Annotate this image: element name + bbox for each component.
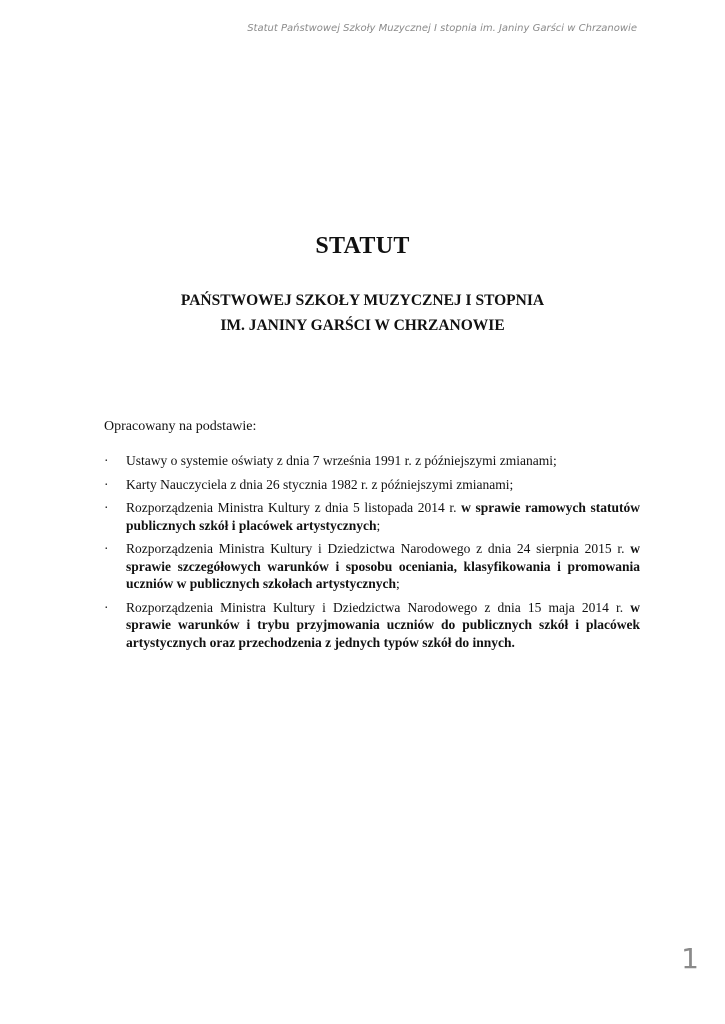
list-item-tail: ; <box>376 517 381 533</box>
bullet-icon: · <box>104 476 109 492</box>
list-item <box>104 452 640 470</box>
list-item-text: Rozporządzenia Ministra Kultury i Dziedzictwa Narodowego z dnia 24 sierpnia 2015 r. <box>126 541 631 556</box>
list-item <box>104 599 640 652</box>
list-item-tail: ; <box>396 576 400 591</box>
bullet-icon: · <box>104 453 109 468</box>
list-item-text: Rozporządzenia Ministra Kultury z dnia 5 listopada 2014 r. <box>126 500 462 515</box>
bullet-icon: · <box>104 541 109 556</box>
legal-basis-list <box>104 452 640 657</box>
subtitle-line-2: IM. JANINY GARŚCI W CHRZANOWIE <box>220 317 505 334</box>
document-title: STATUT <box>315 233 410 259</box>
list-item-text: Karty Nauczyciela z dnia 26 stycznia 1982 r. z późniejszymi zmianami; <box>126 476 514 492</box>
list-item-text: Ustawy o systemie oświaty z dnia 7 września 1991 r. z późniejszymi zmianami; <box>126 453 557 468</box>
page-number: 1 <box>681 942 699 975</box>
document-subtitle <box>0 288 725 338</box>
subtitle-line-1: PAŃSTWOWEJ SZKOŁY MUZYCZNEJ I STOPNIA <box>180 292 545 309</box>
list-item <box>104 476 640 494</box>
list-item <box>104 540 640 593</box>
bullet-icon: · <box>104 500 109 515</box>
list-item-bold-text: w sprawie ramowych statutów publicznych szkół i placówek artystycznych <box>126 500 641 533</box>
list-item-bold-text: w sprawie warunków i trybu przyjmowania uczniów do publicznych szkół i placówek artystycznych oraz przechodzenia z jednych typów szkół do innych. <box>126 599 640 650</box>
running-header: Statut Państwowej Szkoły Muzycznej I stopnia im. Janiny Garści w Chrzanowie <box>247 23 637 34</box>
bullet-icon: · <box>104 599 109 615</box>
list-item <box>104 499 640 534</box>
list-item-text: Rozporządzenia Ministra Kultury i Dziedzictwa Narodowego z dnia 15 maja 2014 r. <box>126 599 631 615</box>
list-item-bold-text: w sprawie szczegółowych warunków i sposobu oceniania, klasyfikowania i promowania uczniów w publicznych szkołach artystycznych <box>126 541 640 591</box>
intro-text: Opracowany na podstawie: <box>104 419 257 434</box>
